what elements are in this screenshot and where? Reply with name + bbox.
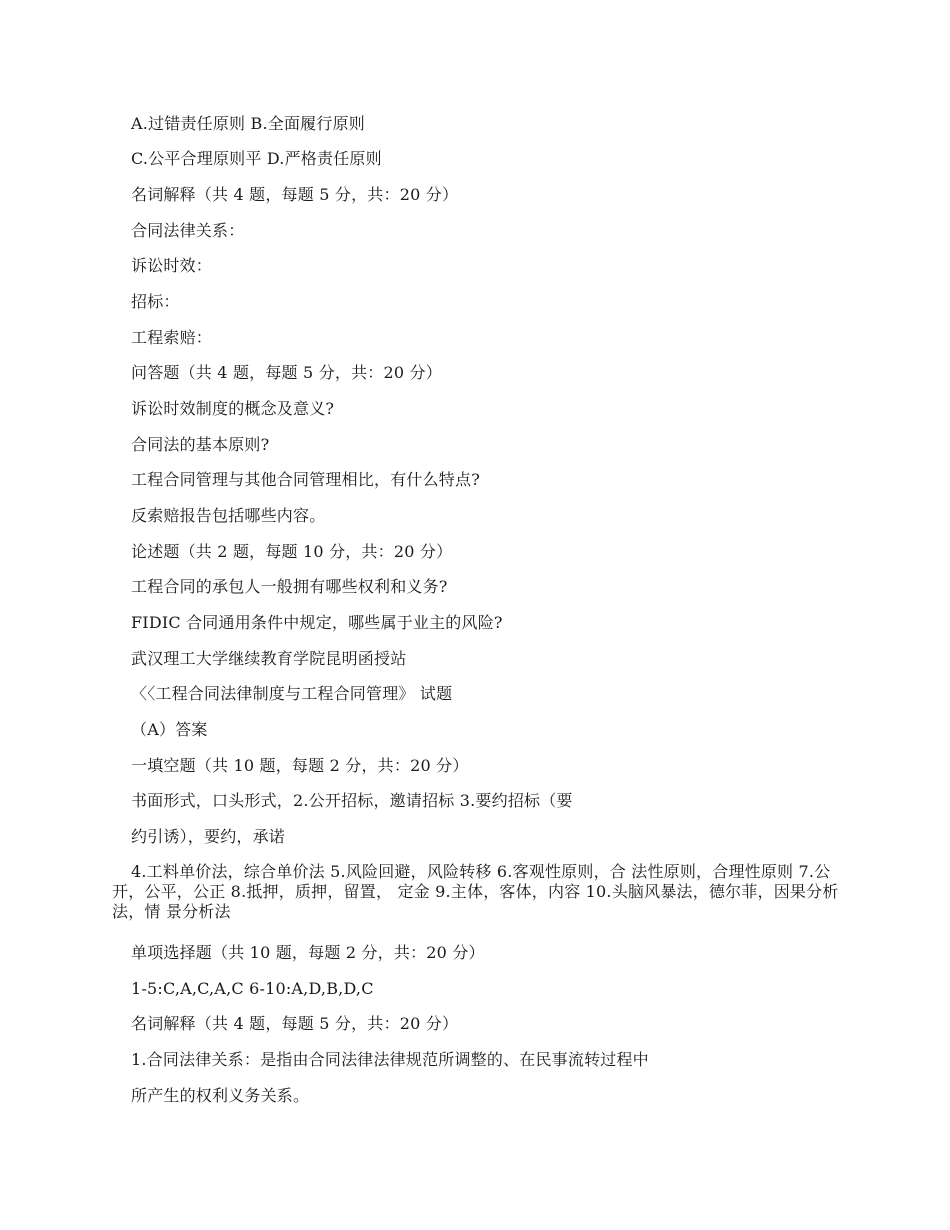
answer-paragraph: 4.工料单价法，综合单价法 5.风险回避，风险转移 6.客观性原则，合 法性原则，合理性原则 7.公开，公平，公正 8.抵押，质押，留置， 定金 9.主体，客体，内容 10.头脑风暴法，德尔菲，因果分析法，情 景分析法 [112, 862, 839, 921]
text-line-term-1: 合同法律关系： [131, 221, 245, 240]
section-heading-single-choice: 单项选择题（共 10 题，每题 2 分，共：20 分） [131, 943, 485, 962]
text-line-options-ab: A.过错责任原则 B.全面履行原则 [131, 114, 365, 133]
text-line-question-2: 合同法的基本原则? [131, 435, 270, 454]
text-line-question-1: 诉讼时效制度的概念及意义? [131, 399, 335, 418]
text-line-term-3: 招标： [131, 292, 180, 311]
section-heading-essays: 论述题（共 2 题，每题 10 分，共：20 分） [131, 542, 453, 561]
text-line-exam-title: 〈〈工程合同法律制度与工程合同管理》 试题 [131, 684, 453, 703]
text-line-answer-1: 书面形式，口头形式，2.公开招标，邀请招标 3.要约招标（要 [131, 791, 573, 810]
section-heading-terms: 名词解释（共 4 题，每题 5 分，共：20 分） [131, 185, 459, 204]
text-line-answer-heading: （A）答案 [131, 720, 208, 739]
text-line-school: 武汉理工大学继续教育学院昆明函授站 [131, 649, 407, 668]
text-line-term-answer-2: 所产生的权利义务关系。 [131, 1086, 310, 1105]
section-heading-questions: 问答题（共 4 题，每题 5 分，共：20 分） [131, 363, 442, 382]
text-line-choice-answers: 1-5:C,A,C,A,C 6-10:A,D,B,D,C [131, 979, 374, 998]
text-line-term-answer-1: 1.合同法律关系：是指由合同法律法律规范所调整的、在民事流转过程中 [131, 1050, 649, 1069]
section-heading-fill-blank: 一填空题（共 10 题，每题 2 分，共：20 分） [131, 756, 469, 775]
text-line-question-4: 反索赔报告包括哪些内容。 [131, 506, 326, 525]
text-line-essay-2: FIDIC 合同通用条件中规定，哪些属于业主的风险? [131, 613, 503, 632]
text-line-term-2: 诉讼时效： [131, 256, 213, 275]
text-line-question-3: 工程合同管理与其他合同管理相比，有什么特点? [131, 470, 480, 489]
text-line-essay-1: 工程合同的承包人一般拥有哪些权利和义务? [131, 577, 448, 596]
text-line-answer-2: 约引诱），要约，承诺 [131, 827, 286, 846]
text-line-options-cd: C.公平合理原则平 D.严格责任原则 [131, 149, 382, 168]
section-heading-terms-answers: 名词解释（共 4 题，每题 5 分，共：20 分） [131, 1014, 459, 1033]
text-line-term-4: 工程索赔： [131, 328, 213, 347]
